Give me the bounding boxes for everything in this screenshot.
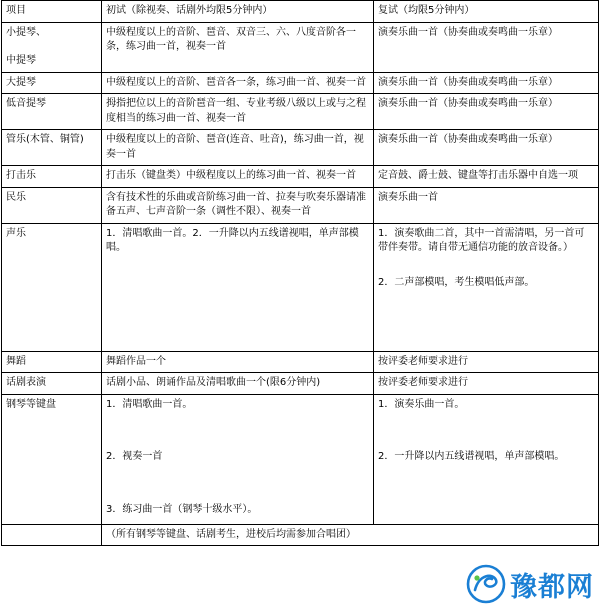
cell-second-round [374,130,599,166]
cell-text: 中级程度以上的音阶、琶音(连音、吐音)，练习曲一首，视奏一首 [106,134,364,160]
cell-second-round [374,351,599,373]
table-footer-row [2,524,599,546]
table-row [2,394,599,524]
row-label-vocal: 声乐 [2,223,102,351]
cell-text: 拇指把位以上的音阶琶音一组、专业考级八级以上或与之程度相当的练习曲一首、视奏一首 [106,98,366,124]
table-row [2,351,599,373]
row-label-line: 中提琴 [6,55,36,66]
table-row [2,373,599,395]
row-label-cello: 大提琴 [2,72,102,94]
cell-second-round [374,373,599,395]
cell-text: 定音鼓、爵士鼓、键盘等打击乐器中自选一项 [378,170,578,181]
swirl-logo-icon [466,564,506,604]
table-row [2,223,599,351]
cell-text: 2．二声部模唱，考生模唱低声部。 [378,276,535,288]
cell-second-round [374,72,599,94]
cell-text: 含有技术性的乐曲或音阶练习曲一首、拉奏与吹奏乐器请准备五声、七声音阶一条（调性不限）、视奏一首 [106,191,366,217]
watermark-text: 豫都网 [510,571,594,603]
cell-text: 3．练习曲一首（钢琴十级水平）。 [106,503,258,515]
cell-text: 1．清唱歌曲一首。2．一升降以内五线谱视唱，单声部模唱。 [106,227,359,253]
cell-text: 舞蹈作品一个 [106,355,166,367]
cell-first-round [102,94,374,130]
cell-text: 按评委老师要求进行 [378,355,468,367]
table-row [2,166,599,188]
cell-second-round [374,166,599,188]
cell-text: 打击乐（键盘类）中级程度以上的练习曲一首、视奏一首 [106,170,356,181]
footer-empty-cell [2,524,102,546]
cell-text: 演奏乐曲一首（协奏曲或奏鸣曲一乐章） [378,26,558,38]
cell-text: 演奏乐曲一首（协奏曲或奏鸣曲一乐章） [378,98,558,109]
row-label-drama: 话剧表演 [2,373,102,395]
cell-text: 2．一升降以内五线谱视唱，单声部模唱。 [378,451,565,462]
cell-text: 演奏乐曲一首（协奏曲或奏鸣曲一乐章） [378,76,558,88]
table-row [2,94,599,130]
row-label-piano-keyboard: 钢琴等键盘 [2,394,102,524]
cell-first-round [102,351,374,373]
table-row [2,22,599,72]
row-label-double-bass: 低音提琴 [2,94,102,130]
footer-note-cell: （所有钢琴等键盘、话剧考生，进校后均需参加合唱团） [102,524,599,546]
audition-requirements-table [1,0,599,546]
cell-text: 1．清唱歌曲一首。 [106,398,193,410]
cell-second-round [374,22,599,72]
table-row [2,72,599,94]
cell-text: 演奏乐曲一首 [378,191,438,203]
cell-text: 演奏乐曲一首（协奏曲或奏鸣曲一乐章） [378,134,558,145]
cell-first-round [102,22,374,72]
column-header-second-round: 复试（均限5分钟内） [374,1,599,23]
cell-first-round [102,223,374,351]
cell-first-round [102,373,374,395]
row-label-percussion: 打击乐 [2,166,102,188]
cell-text: 1．演奏歌曲二首，其中一首需清唱，另一首可带伴奏带。请自带无通信功能的放音设备。） [378,227,585,253]
cell-second-round [374,187,599,223]
row-label-folk-music: 民乐 [2,187,102,223]
column-header-item: 项目 [2,1,102,23]
cell-first-round [102,394,374,524]
cell-text: 话剧小品、朗诵作品及清唱歌曲一个(限6分钟内) [106,377,321,388]
cell-first-round [102,130,374,166]
cell-text: 中级程度以上的音阶、琶音、双音三、六、八度音阶各一条，练习曲一首，视奏一首 [106,26,356,52]
row-label-dance: 舞蹈 [2,351,102,373]
row-label-line: 小提琴、 [6,26,46,38]
column-header-first-round: 初试（除视奏、话剧外均限5分钟内） [102,1,374,23]
table-row [2,130,599,166]
cell-text: 2．视奏一首 [106,451,163,462]
watermark [466,562,594,606]
cell-first-round [102,72,374,94]
table-row [2,187,599,223]
cell-text: 按评委老师要求进行 [378,377,468,388]
row-label-wind-brass: 管乐(木管、铜管) [2,130,102,166]
cell-text: 中级程度以上的音阶、琶音各一条，练习曲一首、视奏一首 [106,76,366,88]
table-header-row [2,1,599,23]
cell-first-round [102,166,374,188]
cell-text: 1．演奏乐曲一首。 [378,398,465,410]
cell-second-round [374,223,599,351]
cell-first-round [102,187,374,223]
cell-second-round [374,394,599,524]
cell-second-round [374,94,599,130]
row-label-violin-viola [2,22,102,72]
